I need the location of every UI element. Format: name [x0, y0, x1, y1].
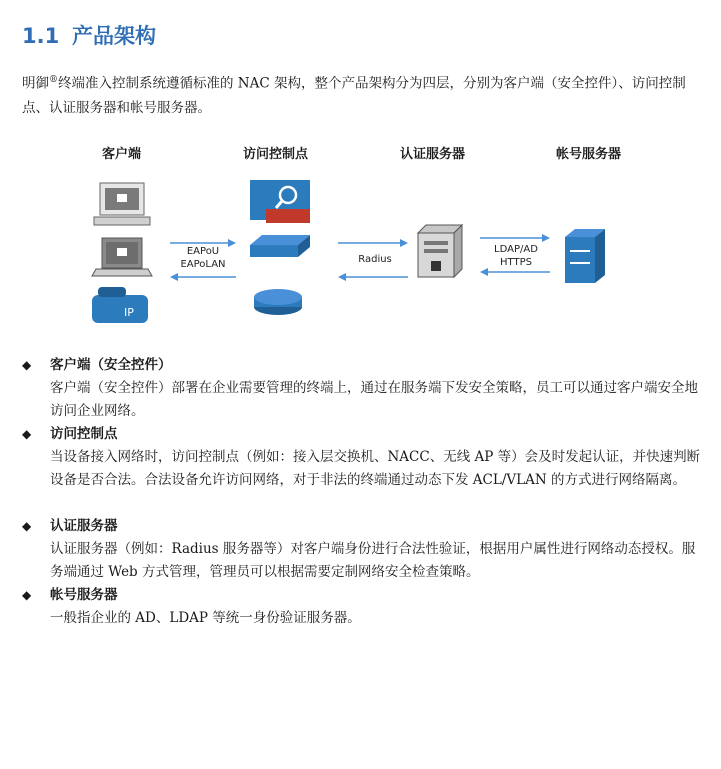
link-label-ldap-ad: LDAP/AD — [494, 244, 538, 255]
section-body: 客户端（安全控件）部署在企业需要管理的终端上，通过在服务端下发安全策略，员工可以通过客户端安全地访问企业网络。 — [50, 380, 698, 419]
link-label-radius: Radius — [358, 254, 392, 265]
router-icon — [254, 289, 302, 315]
bullet-diamond-icon: ◆ — [22, 358, 32, 372]
arrowhead-right-3 — [542, 234, 550, 242]
section-title: 访问控制点 — [50, 426, 118, 442]
link-label-ldap — [482, 243, 550, 269]
ip-phone-label: IP — [124, 306, 134, 319]
section-body: 认证服务器（例如：Radius 服务器等）对客户端身份进行合法性验证，根据用户属性进行网络动态授权。服务端通过 Web 方式管理，管理员可以根据需要定制网络安全检查策略。 — [50, 541, 696, 580]
section-access-point — [22, 423, 702, 492]
registered-mark: ® — [49, 75, 58, 85]
link-label-eapolan: EAPoLAN — [180, 259, 226, 270]
link-label-eap — [170, 245, 236, 271]
intro-paragraph — [22, 68, 702, 120]
laptop-icon — [92, 238, 152, 276]
section-client — [22, 354, 702, 423]
heading-number: 1.1 — [22, 24, 60, 48]
column-title-account-server: 帐号服务器 — [556, 147, 622, 162]
bullet-diamond-icon: ◆ — [22, 427, 32, 441]
section-account-server — [22, 584, 702, 630]
section-title: 认证服务器 — [50, 518, 118, 534]
link-label-https: HTTPS — [500, 257, 532, 268]
section-body: 当设备接入网络时，访问控制点（例如：接入层交换机、NACC、无线 AP 等）会及时发起认证，并快速判断设备是否合法。合法设备允许访问网络，对于非法的终端通过动态下发 ACL/VLAN 的方式进行网络隔离。 — [50, 449, 701, 488]
section-title: 客户端（安全控件） — [50, 357, 172, 373]
heading-title: 产品架构 — [72, 24, 156, 48]
intro-text: 终端准入控制系统遵循标准的 NAC 架构，整个产品架构分为四层，分别为客户端（安全控件）、访问控制点、认证服务器和帐号服务器。 — [22, 75, 686, 116]
desktop-pc-icon — [94, 183, 150, 225]
arrowhead-left-1 — [170, 273, 178, 281]
brand-name: 明御 — [22, 75, 49, 92]
section-title: 帐号服务器 — [50, 587, 118, 603]
architecture-diagram — [60, 135, 660, 335]
column-title-client: 客户端 — [102, 147, 142, 162]
bullet-diamond-icon: ◆ — [22, 588, 32, 602]
account-server-icon — [565, 229, 605, 283]
section-body: 一般指企业的 AD、LDAP 等统一身份验证服务器。 — [50, 610, 361, 626]
section-heading — [22, 20, 156, 50]
arrowhead-left-2 — [338, 273, 346, 281]
link-label-eapou: EAPoU — [186, 246, 220, 257]
diagram-graphics — [60, 135, 660, 335]
auth-server-icon — [418, 225, 462, 277]
column-title-auth-server: 认证服务器 — [400, 147, 466, 162]
firewall-icon — [250, 180, 310, 223]
bullet-diamond-icon: ◆ — [22, 519, 32, 533]
arrowhead-left-3 — [480, 268, 488, 276]
switch-icon — [250, 235, 310, 257]
ip-phone-icon — [92, 287, 148, 323]
section-auth-server — [22, 515, 702, 584]
column-title-access-point: 访问控制点 — [243, 147, 309, 162]
arrowhead-right-2 — [400, 239, 408, 247]
